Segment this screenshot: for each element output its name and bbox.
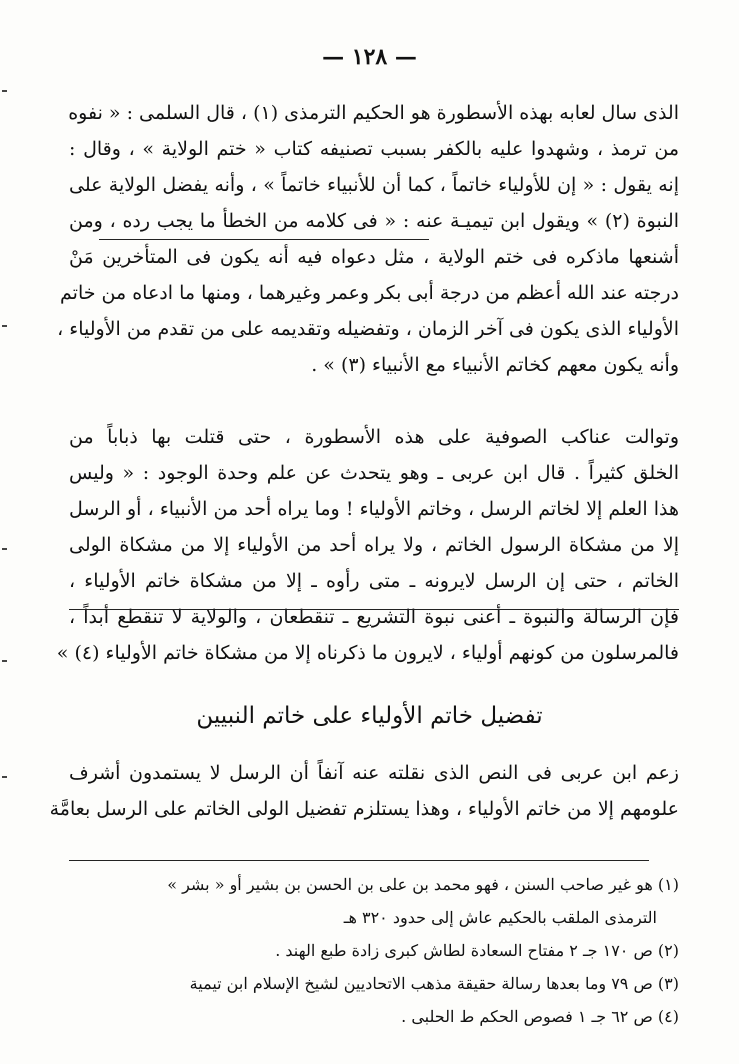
- margin-speck: [2, 548, 7, 550]
- footnote-line: (١) هو غير صاحب السنن ، فهو محمد بن على بن الحسن بن بشير أو « بشر »: [167, 875, 679, 894]
- paragraph-line: من ترمذ ، وشهدوا عليه بالكفر بسبب تصنيفه كتاب « ختم الولاية » ، وقال :: [69, 138, 679, 160]
- footnote-line: (٤) ص ٦٢ جـ ١ فصوص الحكم ط الحلبى .: [401, 1007, 679, 1026]
- footnotes: [69, 868, 679, 1033]
- paragraph-line: الخاتم ، حتى إن الرسل لايرونه ـ متى رأوه ـ إلا من مشكاة خاتم الأولياء ،: [69, 570, 679, 592]
- paragraph-line: النبوة (٢) » ويقول ابن تيميـة عنه : « فى كلامه من الخطأ ما يجب رده ، ومن: [69, 210, 679, 232]
- footnote-line: الترمذى الملقب بالحكيم عاش إلى حدود ٣٢٠ هـ: [343, 908, 657, 927]
- margin-speck: [2, 776, 7, 778]
- margin-speck: [2, 660, 7, 662]
- paragraph-line: الخلق كثيراً . قال ابن عربى ـ وهو يتحدث عن علم وحدة الوجود : « وليس: [69, 462, 679, 484]
- footnote-line: (٣) ص ٧٩ وما بعدها رسالة حقيقة مذهب الاتحاديين لشيخ الإسلام ابن تيمية: [189, 974, 679, 993]
- paragraph-line: فإن الرسالة والنبوة ـ أعنى نبوة التشريع ـ تنقطعان ، والولاية لا تنقطع أبداً ،: [69, 606, 679, 628]
- paragraph-line: إنه يقول : « إن للأولياء خاتماً ، كما أن للأنبياء خاتماً » ، وأنه يفضل الولاية على: [69, 174, 679, 196]
- paragraph-line: علومهم إلا من خاتم الأولياء ، وهذا يستلزم تفضيل الولى الخاتم على الرسل بعامَّة: [49, 798, 679, 820]
- underline-rule: [99, 239, 429, 240]
- paragraph-2: [56, 419, 679, 671]
- section-heading: تفضيل خاتم الأولياء على خاتم النبيين: [196, 703, 543, 729]
- paragraph-3: [49, 755, 679, 827]
- footnote-separator: [69, 860, 649, 861]
- paragraph-line: زعم ابن عربى فى النص الذى نقلته عنه آنفاً أن الرسل لا يستمدون أشرف: [69, 762, 679, 784]
- paragraph-line: الأولياء الذى يكون فى آخر الزمان ، وتفضيله وتقديمه على من تقدم من الأولياء ،: [57, 318, 679, 340]
- paragraph-line: وتوالت عناكب الصوفية على هذه الأسطورة ، حتى قتلت بها ذباباً من: [69, 426, 679, 448]
- paragraph-line: إلا من مشكاة الرسول الخاتم ، ولا يراه أحد من الأولياء إلا من مشكاة الولى: [69, 534, 679, 556]
- margin-speck: [2, 90, 7, 92]
- paragraph-line: هذا العلم إلا لخاتم الرسل ، وخاتم الأولياء ! وما يراه أحد من الأنبياء ، أو الرسل: [69, 498, 679, 520]
- underline-rule: [69, 609, 679, 610]
- page-number: — ١٢٨ —: [322, 44, 417, 70]
- footnote-line: (٢) ص ١٧٠ جـ ٢ مفتاح السعادة لطاش كبرى زادة طبع الهند .: [275, 941, 679, 960]
- paragraph-line: فالمرسلون من كونهم أولياء ، لايرون ما ذكرناه إلا من مشكاة خاتم الأولياء (٤) »: [56, 642, 679, 664]
- paragraph-line: الذى سال لعابه بهذه الأسطورة هو الحكيم الترمذى (١) ، قال السلمى : « نفوه: [68, 102, 679, 124]
- paragraph-line: أشنعها ماذكره فى ختم الولاية ، مثل دعواه فيه أنه يكون فى المتأخرين مَنْ: [69, 246, 679, 268]
- margin-speck: [2, 325, 7, 327]
- paragraph-line: وأنه يكون معهم كخاتم الأنبياء مع الأنبياء (٣) » .: [311, 354, 679, 376]
- paragraph-line: درجته عند الله أعظم من درجة أبى بكر وعمر وغيرهما ، ومنها ما ادعاه من خاتم: [60, 282, 679, 304]
